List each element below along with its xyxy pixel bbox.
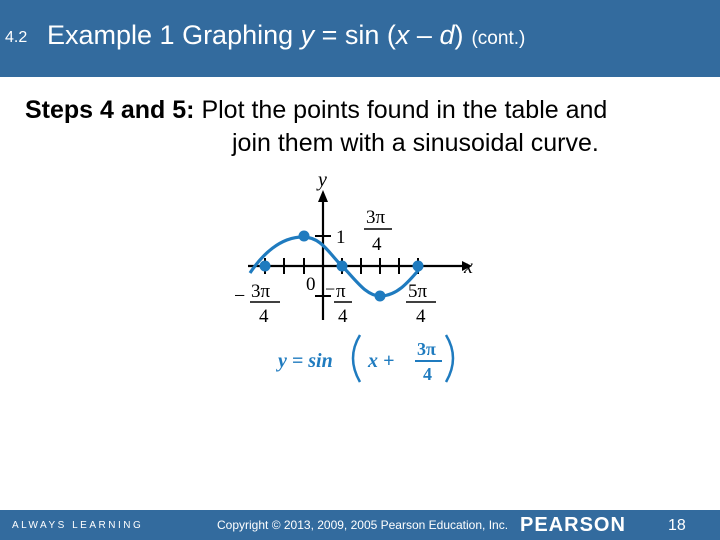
point-4 (375, 291, 386, 302)
point-5 (413, 261, 424, 272)
equation-left: y = sin (278, 350, 333, 372)
always-learning: ALWAYS LEARNING (12, 520, 144, 531)
pearson-logo: PEARSON (520, 514, 626, 536)
page-number: 18 (668, 517, 686, 534)
point-3 (337, 261, 348, 272)
equation-den: 4 (423, 364, 432, 384)
equation-num: 3π (417, 339, 436, 359)
title-close: ) (454, 20, 464, 50)
right-frac-den: 4 (416, 306, 426, 327)
title-eq: = sin ( (314, 20, 396, 50)
equation-x: x + (368, 350, 395, 372)
y-axis-label: y (318, 170, 327, 191)
sine-graph (230, 170, 490, 390)
steps-text (25, 94, 607, 160)
top-frac-den: 4 (372, 234, 382, 255)
slide-header (0, 0, 720, 77)
section-number: 4.2 (5, 29, 28, 46)
top-frac-num: 3π (366, 207, 386, 228)
right-frac-num: 5π (408, 281, 428, 302)
title-prefix: Example 1 Graphing (47, 20, 301, 50)
y-tick-label: 1 (336, 227, 346, 248)
mid-frac-num: π (336, 281, 346, 302)
y-axis-arrow (318, 190, 328, 202)
mid-frac-sign: − (325, 279, 336, 299)
title-y: y (300, 20, 315, 50)
title-cont: (cont.) (471, 28, 526, 49)
steps-label: Steps 4 and 5: (25, 96, 195, 124)
equation-paren-left (353, 335, 360, 382)
equation-paren-right (446, 335, 453, 382)
slide-footer (0, 510, 720, 540)
steps-line-2: join them with a sinusoidal curve. (232, 129, 599, 157)
mid-frac-den: 4 (338, 306, 348, 327)
title-minus: – (409, 20, 440, 50)
neg-frac-den: 4 (259, 306, 269, 327)
steps-line-1: Plot the points found in the table and (201, 96, 608, 124)
title-x: x (395, 20, 410, 50)
neg-frac-num: 3π (251, 281, 271, 302)
x-axis-label: x (464, 256, 473, 278)
neg-frac-sign: − (234, 285, 246, 307)
copyright: Copyright © 2013, 2009, 2005 Pearson Education, Inc. (217, 518, 509, 532)
point-2 (299, 231, 310, 242)
title-d: d (439, 20, 455, 50)
point-1 (260, 261, 271, 272)
slide-title (47, 20, 525, 51)
origin-label: 0 (306, 274, 316, 295)
